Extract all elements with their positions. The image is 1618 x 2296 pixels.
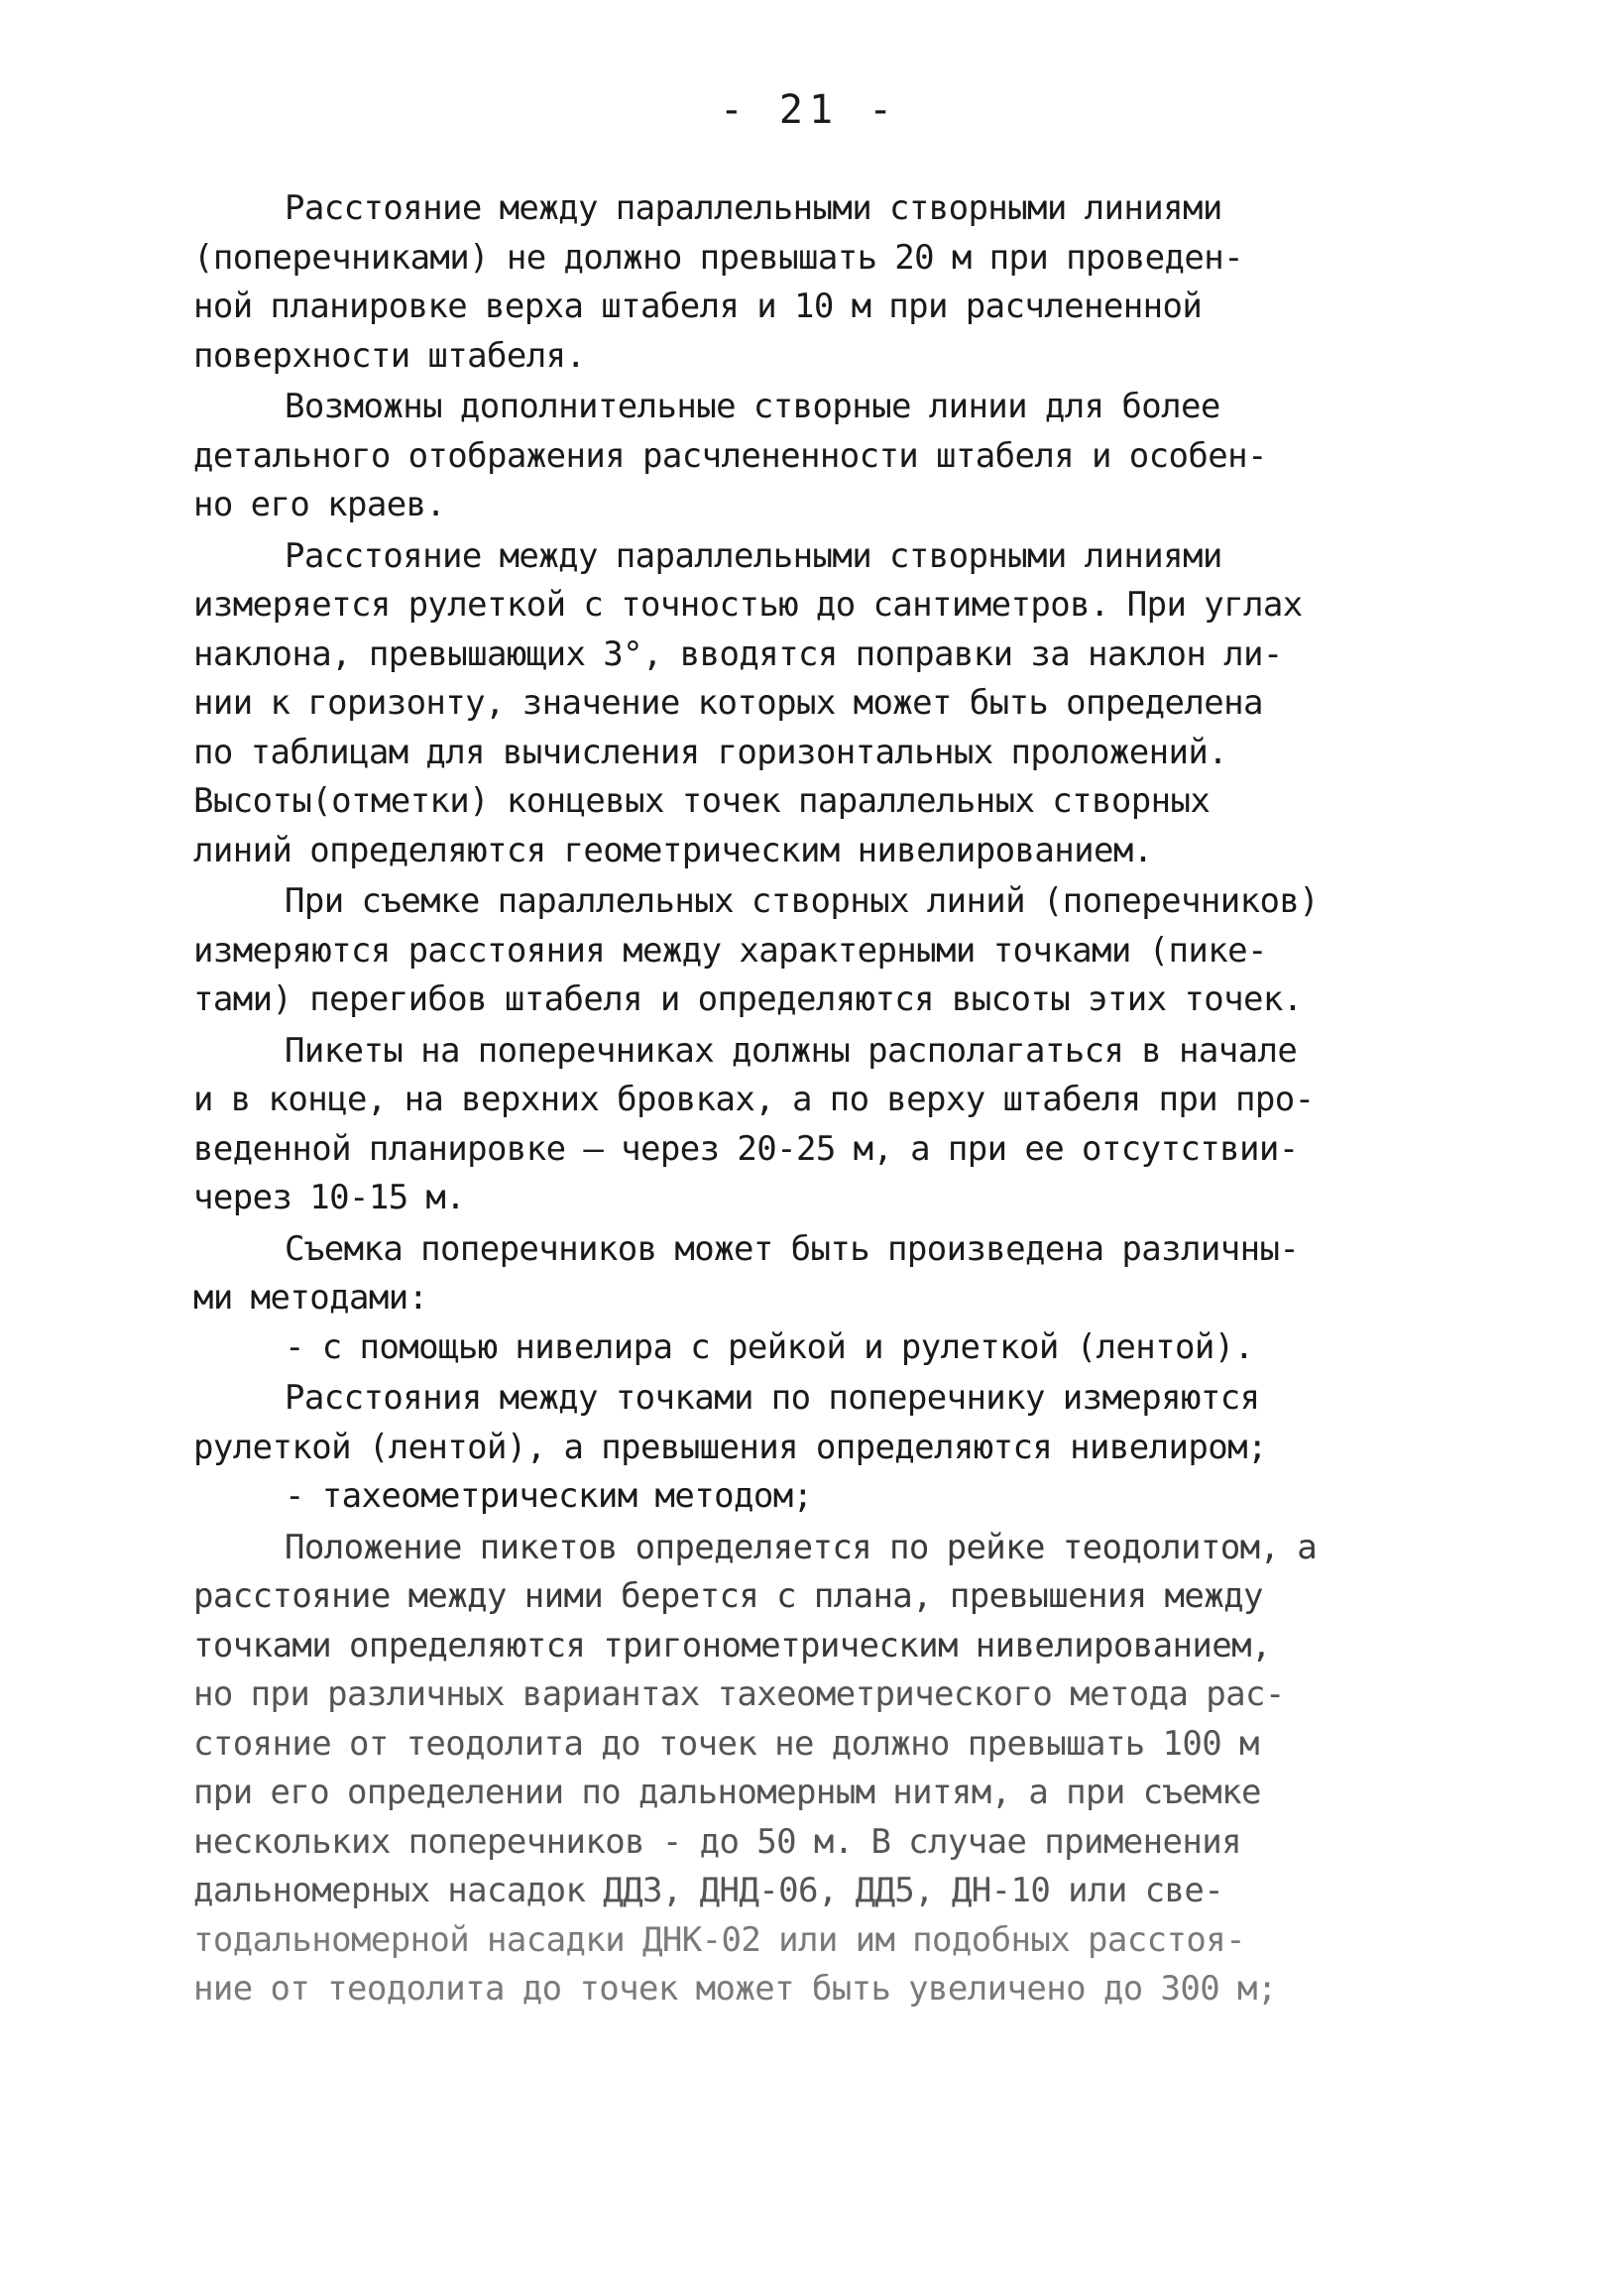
text-line: точками определяются тригонометрическим нивелированием, [193,1625,1271,1665]
text-line: тодальномерной насадки ДНК-02 или им подобных расстоя- [193,1919,1245,1960]
text-line: детального отображения расчлененности штабеля и особен- [193,435,1267,476]
text-line: по таблицам для вычисления горизонтальных проложений. [193,732,1228,772]
text-line: наклона, превышающих 3°, вводятся поправки за наклон ли- [193,633,1283,674]
text-line: измеряется рулеткой с точностью до сантиметров. При углах [193,585,1303,625]
text-line: нескольких поперечников - до 50 м. В случае применения [193,1821,1241,1862]
text-line: тами) перегибов штабеля и определяются высоты этих точек. [193,979,1303,1019]
text-line: - с помощью нивелира с рейкой и рулеткой (лентой). [285,1326,1254,1367]
text-line: (поперечниками) не должно превышать 20 м при проведен- [193,237,1243,278]
text-line: расстояние между ними берется с плана, превышения между [193,1576,1263,1616]
text-line: Расстояние между параллельными створными линиями [285,535,1222,576]
text-line: но при различных вариантах тахеометрического метода рас- [193,1674,1285,1714]
text-line: ной планировке верха штабеля и 10 м при расчлененной [193,287,1203,326]
text-line: Возможны дополнительные створные линии для более [285,387,1220,426]
text-line: Высоты(отметки) концевых точек параллельных створных [193,781,1211,821]
text-line: через 10-15 м. [193,1178,466,1217]
text-line: ми методами: [193,1278,428,1318]
text-line: линий определяются геометрическим нивелированием. [193,830,1153,870]
text-line: ние от теодолита до точек может быть увеличено до 300 м; [193,1969,1277,2009]
text-line: Расстояния между точками по поперечнику измеряются [285,1378,1260,1418]
text-line: поверхности штабеля. [193,335,586,376]
text-line: Съемка поперечников может быть произведена различны- [285,1228,1300,1269]
text-line: при его определении по дальномерным нитям, а при съемке [193,1773,1261,1812]
text-line: Положение пикетов определяется по рейке теодолитом, а [285,1527,1318,1567]
text-line: стояние от теодолита до точек не должно превышать 100 м [193,1723,1259,1764]
text-line: Расстояние между параллельными створными линиями [285,188,1222,228]
text-line: - тахеометрическим методом; [285,1476,813,1516]
text-line: дальномерных насадок ДДЗ, ДНД-06, ДД5, ДН-10 или све- [193,1871,1224,1910]
text-line: веденной планировке — через 20-25 м, а при ее отсутствии- [193,1128,1299,1169]
text-line: и в конце, на верхних бровках, а по верху штабеля при про- [193,1080,1315,1119]
text-line: При съемке параллельных створных линий (поперечников) [285,881,1320,921]
text-line: Пикеты на поперечниках должны располагаться в начале [285,1030,1298,1071]
body-text [193,184,1492,2014]
text-line: измеряются расстояния между характерными точками (пике- [193,930,1267,971]
text-line: но его краев. [193,485,446,524]
page-number: - 21 - [719,87,899,133]
text-line: рулеткой (лентой), а превышения определяются нивелиром; [193,1427,1267,1467]
text-line: нии к горизонту, значение которых может быть определена [193,683,1263,723]
